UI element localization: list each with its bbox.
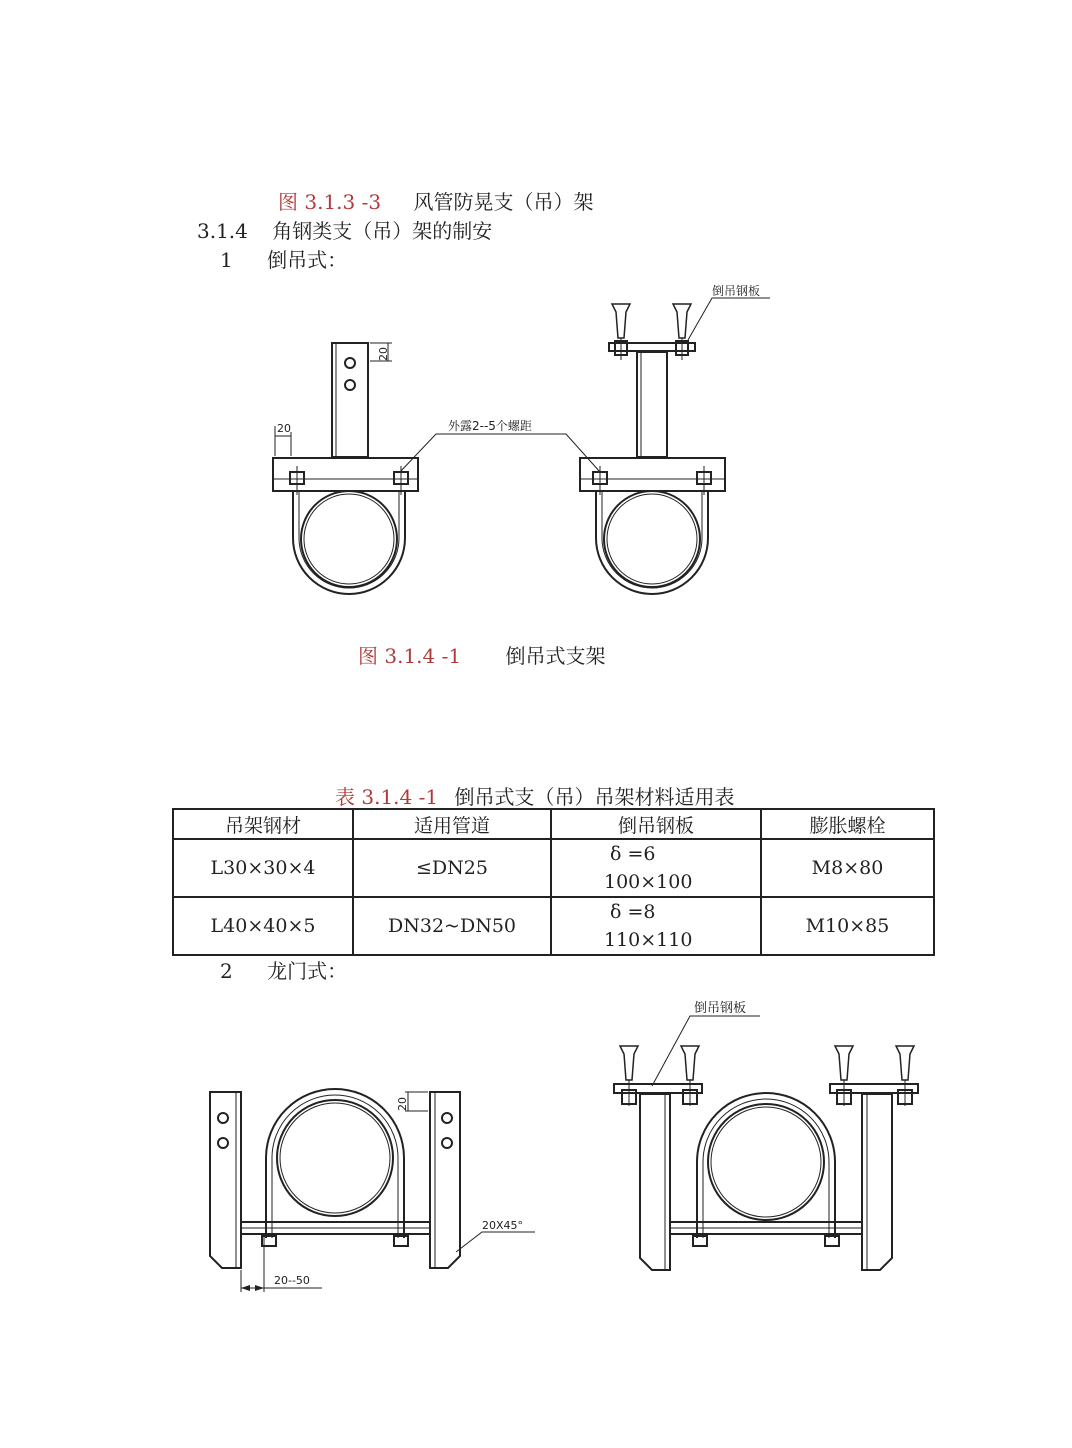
item-title: 龙门式： [267,959,348,983]
caption-title: 风管防晃支（吊）架 [413,190,594,214]
section-title: 角钢类支（吊）架的制安 [272,219,493,243]
item-title: 倒吊式： [267,248,348,272]
table-header-row [173,809,934,839]
item-2-heading [220,955,347,984]
plate-thickness: δ =8 [610,901,656,923]
caption-number: 图 3.1.4 -1 [358,644,462,668]
dim-label-horizontal-20: 20 [277,422,291,435]
caption-number: 图 3.1.3 -3 [278,190,382,214]
header-bolt: 膨胀螺栓 [761,809,934,839]
cell-bolt: M8×80 [761,839,934,897]
item-number: 2 [220,959,233,983]
cell-pipe: DN32~DN50 [353,897,551,955]
table-row [173,839,934,897]
cell-plate [551,897,761,955]
table-caption [335,781,734,810]
section-number: 3.1.4 [197,219,248,243]
table-row [173,897,934,955]
gap-dim-label: 20--50 [274,1274,310,1287]
figure-caption-3-1-4-1 [358,640,605,669]
inverted-plate-label-bottom: 倒吊钢板 [694,1001,747,1016]
cell-steel: L40×40×5 [173,897,353,955]
inverted-hanger-drawing [0,0,1072,640]
plate-size: 100×100 [604,871,693,893]
table-caption-number: 表 3.1.4 -1 [335,785,439,809]
table-caption-title: 倒吊式支（吊）吊架材料适用表 [454,785,735,809]
header-pipe: 适用管道 [353,809,551,839]
caption-title: 倒吊式支架 [505,644,606,668]
plate-size: 110×110 [604,929,693,951]
header-steel: 吊架钢材 [173,809,353,839]
cell-bolt: M10×85 [761,897,934,955]
item-number: 1 [220,248,233,272]
cell-pipe: ≤DN25 [353,839,551,897]
dim-label-vertical-20: 20 [377,347,390,361]
header-plate: 倒吊钢板 [551,809,761,839]
material-table [172,808,935,956]
chamfer-label: 20X45° [482,1219,524,1232]
plate-thickness: δ =6 [610,843,656,865]
cell-steel: L30×30×4 [173,839,353,897]
thread-exposure-label: 外露2--5个螺距 [448,419,532,433]
cell-plate [551,839,761,897]
inverted-plate-label-top: 倒吊钢板 [712,284,761,298]
gantry-dim-label-20: 20 [396,1097,409,1111]
